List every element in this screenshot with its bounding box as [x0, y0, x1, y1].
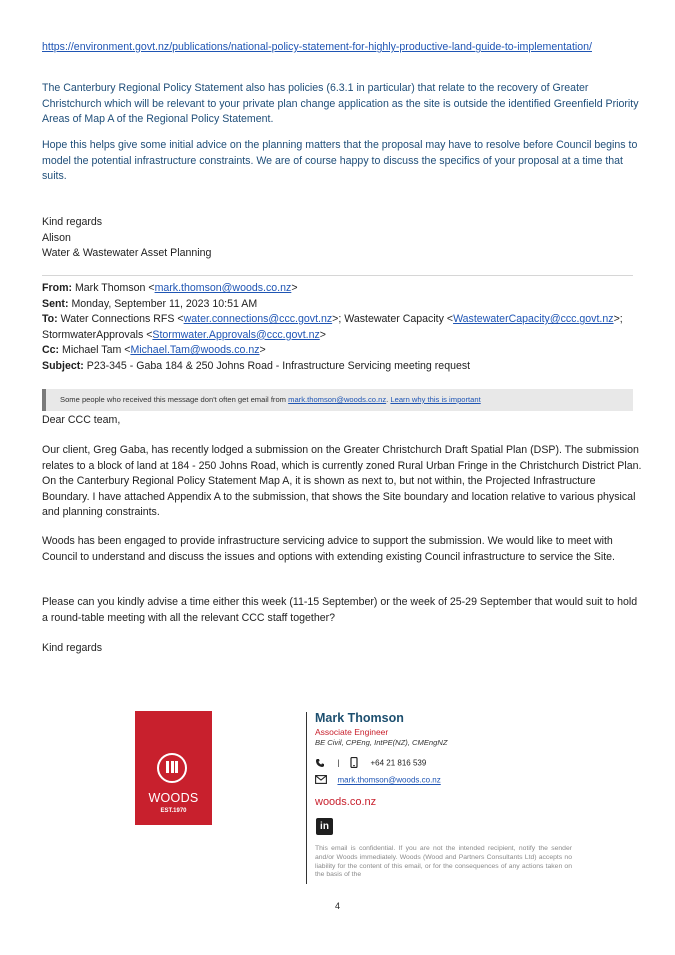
policy-paragraph: The Canterbury Regional Policy Statement also has policies (6.3.1 in particular) that relate to the recovery of Greater Christchurch which will be relevant to your private plan change application as the site is outside the identified Greenfield Priority Areas of Map A of the Regional Policy Statement. [42, 82, 639, 125]
cc-email-link[interactable]: Michael.Tam@woods.co.nz [130, 344, 260, 356]
from-email-link[interactable]: mark.thomson@woods.co.nz [154, 282, 292, 294]
website-link[interactable]: woods.co.nz [315, 796, 377, 808]
woods-logo-bars-icon [166, 761, 178, 773]
email-header [42, 281, 642, 374]
signature-phone: +64 21 816 539 [370, 758, 427, 768]
guide-link-paragraph [42, 40, 642, 56]
signature-disclaimer: This email is confidential. If you are not the intended recipient, notify the sender and/or Woods immediately. Woods (Wood and Partners Consultants Ltd) accepts no liability for the content of this email, or for the consequences of any actions taken on the basis of the [315, 845, 572, 879]
greeting: Dear CCC team, [42, 414, 121, 426]
logo-est: EST.1970 [160, 808, 187, 814]
learn-why-link[interactable]: Learn why this is important [390, 395, 481, 404]
advice-paragraph: Hope this helps give some initial advice on the planning matters that the proposal may have to resolve before Council begins to model the potential infrastructure constraints. We are of course happy to discuss the specifics of your proposal at a time that suits. [42, 139, 638, 182]
signature-divider [306, 712, 307, 884]
to-line: To: Water Connections RFS <water.connections@ccc.govt.nz>; Wastewater Capacity <WastewaterCapacity@ccc.govt.nz>; StormwaterApprovals <Stormwater.Approvals@ccc.govt.nz> [42, 313, 623, 341]
from-line: From: Mark Thomson <mark.thomson@woods.co.nz> [42, 282, 298, 294]
to-email-link-2[interactable]: WastewaterCapacity@ccc.govt.nz [453, 313, 614, 325]
signature-email-row [315, 775, 441, 786]
guide-link[interactable]: https://environment.govt.nz/publications/national-policy-statement-for-highly-productive-land-guide-to-implementation/ [42, 41, 592, 53]
reply-name: Alison [42, 231, 71, 244]
signature-phone-row: | +64 21 816 539 [315, 757, 426, 770]
reply-team: Water & Wastewater Asset Planning [42, 247, 212, 259]
body-paragraph-2: Woods has been engaged to provide infrastructure servicing advice to support the submission. We would like to meet with Council to understand and discuss the issues and options with extending existing Council infrastructure to service the Site. [42, 535, 615, 563]
reply-closing: Kind regards [42, 216, 103, 228]
cc-line: Cc: Michael Tam <Michael.Tam@woods.co.nz> [42, 344, 266, 356]
woods-logo [135, 711, 212, 825]
page-number: 4 [334, 901, 340, 911]
to-email-link-1[interactable]: water.connections@ccc.govt.nz [183, 313, 333, 325]
body-closing: Kind regards [42, 642, 103, 654]
sent-line: Sent: Monday, September 11, 2023 10:51 AM [42, 297, 258, 310]
mobile-icon [350, 757, 358, 770]
subject-line: Subject: P23-345 - Gaba 184 & 250 Johns Road - Infrastructure Servicing meeting request [42, 359, 471, 372]
phone-icon [315, 758, 325, 770]
external-sender-banner: Some people who received this message don't often get email from mark.thomson@woods.co.nz. Learn why this is important [42, 389, 633, 411]
signature-email-link[interactable]: mark.thomson@woods.co.nz [337, 775, 441, 785]
linkedin-icon[interactable]: in [316, 818, 333, 835]
divider [42, 275, 633, 276]
to-email-link-3[interactable]: Stormwater.Approvals@ccc.govt.nz [152, 328, 320, 341]
mail-icon [315, 775, 327, 786]
banner-email-link[interactable]: mark.thomson@woods.co.nz [288, 395, 387, 404]
body-paragraph-3: Please can you kindly advise a time either this week (11-15 September) or the week of 25-29 September that would suit to hold a round-table meeting with all the relevant CCC staff together? [42, 596, 638, 624]
logo-name: WOODS [148, 791, 199, 805]
body-paragraph-1: Our client, Greg Gaba, has recently lodged a submission on the Greater Christchurch Draft Spatial Plan (DSP). The submission relates to a block of land at 184 - 250 Johns Road, which is currently zoned Rural Urban Fringe in the Christchurch District Plan. On the Canterbury Regional Policy Statement Map A, it is shown as next to, but not within, the Projected Infrastructure Boundary. I have attached Appendix A to the submission, that shows the Site boundary and location relative to various physical and planning constraints. [42, 444, 642, 518]
signature-title: Associate Engineer [315, 727, 389, 737]
signature-name: Mark Thomson [315, 711, 404, 725]
signature-qualifications: BE Civil, CPEng, IntPE(NZ), CMEngNZ [315, 738, 448, 747]
reply-signoff [42, 215, 642, 262]
